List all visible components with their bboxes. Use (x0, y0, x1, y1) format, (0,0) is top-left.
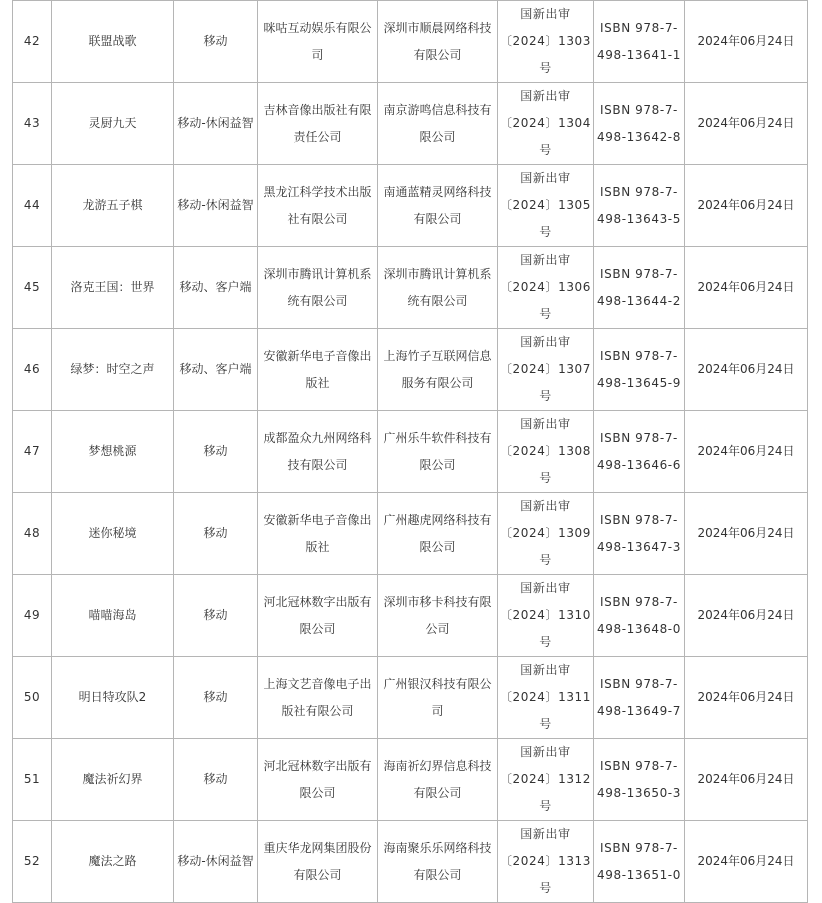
cell-platform-type (174, 575, 258, 657)
isbn-line: ISBN 978-7- (600, 184, 678, 199)
platform-type: 移动、客户端 (179, 280, 252, 294)
cell-approval-number (498, 575, 594, 657)
platform-type: 移动 (203, 526, 228, 540)
operator-line: 深圳市顺晨网络科技 (383, 20, 492, 35)
serial-number: 48 (23, 526, 41, 540)
publisher-line: 安徽新华电子音像出 (263, 348, 372, 363)
cell-publisher (258, 411, 378, 493)
serial-number: 51 (23, 772, 41, 786)
game-name: 梦想桃源 (88, 444, 137, 458)
cell-serial-number (13, 83, 52, 165)
cell-operator (378, 575, 498, 657)
isbn-line: 498-13649-7 (597, 703, 681, 718)
approval-date: 2024年06月24日 (697, 772, 795, 786)
approval-line: 号 (539, 881, 552, 895)
cell-publisher (258, 83, 378, 165)
approval-line: 〔2024〕1311 (499, 690, 592, 704)
approval-date: 2024年06月24日 (697, 198, 795, 212)
publisher-line: 吉林音像出版社有限 (263, 102, 372, 117)
cell-game-name (52, 739, 174, 821)
publisher-line: 成都盈众九州网络科 (263, 430, 372, 445)
publisher-line: 技有限公司 (287, 457, 348, 472)
isbn-line: 498-13648-0 (597, 621, 681, 636)
cell-isbn (594, 83, 685, 165)
publisher-line: 咪咕互动娱乐有限公 (263, 20, 372, 35)
serial-number: 47 (23, 444, 41, 458)
platform-type: 移动-休闲益智 (177, 854, 254, 868)
approval-date: 2024年06月24日 (697, 116, 795, 130)
operator-line: 广州趣虎网络科技有 (383, 512, 492, 527)
cell-operator (378, 821, 498, 903)
cell-approval-date (685, 411, 808, 493)
cell-serial-number (13, 821, 52, 903)
cell-platform-type (174, 739, 258, 821)
operator-line: 有限公司 (413, 211, 462, 226)
approval-date: 2024年06月24日 (697, 280, 795, 294)
isbn-line: 498-13646-6 (597, 457, 681, 472)
publisher-line: 司 (311, 47, 324, 62)
table-row (13, 575, 808, 657)
cell-operator (378, 247, 498, 329)
approval-line: 号 (539, 471, 552, 485)
game-name: 绿梦：时空之声 (70, 362, 155, 376)
isbn-line: 498-13642-8 (597, 129, 681, 144)
approval-line: 国新出审 (520, 745, 571, 759)
cell-game-name (52, 329, 174, 411)
cell-game-name (52, 1, 174, 83)
serial-number: 43 (23, 116, 41, 130)
game-name: 龙游五子棋 (82, 198, 143, 212)
publisher-line: 统有限公司 (287, 293, 348, 308)
cell-serial-number (13, 411, 52, 493)
serial-number: 49 (23, 608, 41, 622)
game-name: 灵厨九天 (88, 116, 137, 130)
approval-line: 号 (539, 143, 552, 157)
publisher-line: 安徽新华电子音像出 (263, 512, 372, 527)
operator-line: 有限公司 (413, 47, 462, 62)
platform-type: 移动、客户端 (179, 362, 252, 376)
table-row (13, 821, 808, 903)
cell-approval-date (685, 575, 808, 657)
operator-line: 广州银汉科技有限公 (383, 676, 492, 691)
isbn-line: 498-13650-3 (597, 785, 681, 800)
publisher-line: 深圳市腾讯计算机系 (263, 266, 372, 281)
approval-line: 〔2024〕1304 (499, 116, 592, 130)
cell-approval-number (498, 493, 594, 575)
game-name: 魔法祈幻界 (82, 772, 143, 786)
cell-operator (378, 657, 498, 739)
publisher-line: 河北冠林数字出版有 (263, 594, 372, 609)
approval-date: 2024年06月24日 (697, 690, 795, 704)
game-name: 迷你秘境 (88, 526, 137, 540)
operator-line: 服务有限公司 (401, 375, 474, 390)
publisher-line: 版社 (305, 539, 330, 554)
publisher-line: 版社有限公司 (281, 703, 354, 718)
approval-line: 号 (539, 61, 552, 75)
publisher-line: 上海文艺音像电子出 (263, 676, 372, 691)
approval-line: 〔2024〕1312 (499, 772, 592, 786)
serial-number: 46 (23, 362, 41, 376)
platform-type: 移动 (203, 34, 228, 48)
isbn-line: ISBN 978-7- (600, 676, 678, 691)
cell-serial-number (13, 1, 52, 83)
approval-line: 号 (539, 553, 552, 567)
cell-publisher (258, 247, 378, 329)
approval-line: 国新出审 (520, 89, 571, 103)
publisher-line: 限公司 (299, 785, 336, 800)
cell-approval-number (498, 165, 594, 247)
platform-type: 移动 (203, 608, 228, 622)
table-body (13, 1, 808, 903)
cell-approval-date (685, 247, 808, 329)
cell-platform-type (174, 1, 258, 83)
cell-isbn (594, 1, 685, 83)
operator-line: 广州乐牛软件科技有 (383, 430, 492, 445)
cell-platform-type (174, 821, 258, 903)
approval-line: 〔2024〕1309 (499, 526, 592, 540)
platform-type: 移动-休闲益智 (177, 198, 254, 212)
operator-line: 海南聚乐乐网络科技 (383, 840, 492, 855)
cell-platform-type (174, 411, 258, 493)
cell-publisher (258, 657, 378, 739)
cell-game-name (52, 247, 174, 329)
cell-game-name (52, 575, 174, 657)
cell-serial-number (13, 493, 52, 575)
platform-type: 移动 (203, 444, 228, 458)
cell-approval-number (498, 1, 594, 83)
cell-isbn (594, 739, 685, 821)
cell-approval-number (498, 411, 594, 493)
approval-date: 2024年06月24日 (697, 444, 795, 458)
cell-approval-number (498, 329, 594, 411)
platform-type: 移动 (203, 690, 228, 704)
cell-operator (378, 493, 498, 575)
approval-line: 号 (539, 717, 552, 731)
cell-isbn (594, 493, 685, 575)
approval-date: 2024年06月24日 (697, 608, 795, 622)
approval-line: 〔2024〕1306 (499, 280, 592, 294)
game-name: 明日特攻队2 (78, 690, 147, 704)
cell-publisher (258, 165, 378, 247)
operator-line: 司 (431, 703, 444, 718)
cell-platform-type (174, 247, 258, 329)
operator-line: 有限公司 (413, 785, 462, 800)
table-row (13, 247, 808, 329)
cell-game-name (52, 493, 174, 575)
serial-number: 42 (23, 34, 41, 48)
publisher-line: 河北冠林数字出版有 (263, 758, 372, 773)
operator-line: 南通蓝精灵网络科技 (383, 184, 492, 199)
publisher-line: 版社 (305, 375, 330, 390)
cell-platform-type (174, 83, 258, 165)
cell-isbn (594, 575, 685, 657)
game-name: 联盟战歌 (88, 34, 137, 48)
cell-publisher (258, 821, 378, 903)
isbn-line: ISBN 978-7- (600, 840, 678, 855)
serial-number: 52 (23, 854, 41, 868)
publisher-line: 社有限公司 (287, 211, 348, 226)
approval-line: 国新出审 (520, 7, 571, 21)
operator-line: 上海竹子互联网信息 (383, 348, 492, 363)
cell-operator (378, 739, 498, 821)
approval-date: 2024年06月24日 (697, 362, 795, 376)
approval-line: 国新出审 (520, 417, 571, 431)
cell-operator (378, 83, 498, 165)
cell-approval-date (685, 83, 808, 165)
isbn-line: 498-13651-0 (597, 867, 681, 882)
cell-platform-type (174, 329, 258, 411)
cell-approval-date (685, 1, 808, 83)
cell-serial-number (13, 657, 52, 739)
isbn-line: ISBN 978-7- (600, 20, 678, 35)
cell-isbn (594, 821, 685, 903)
cell-publisher (258, 329, 378, 411)
isbn-line: ISBN 978-7- (600, 266, 678, 281)
cell-serial-number (13, 165, 52, 247)
cell-publisher (258, 739, 378, 821)
cell-isbn (594, 411, 685, 493)
platform-type: 移动 (203, 772, 228, 786)
isbn-line: ISBN 978-7- (600, 512, 678, 527)
cell-platform-type (174, 657, 258, 739)
approval-line: 〔2024〕1303 (499, 34, 592, 48)
game-name: 洛克王国：世界 (70, 280, 155, 294)
cell-approval-date (685, 657, 808, 739)
cell-approval-number (498, 821, 594, 903)
operator-line: 限公司 (419, 457, 456, 472)
cell-serial-number (13, 329, 52, 411)
cell-game-name (52, 657, 174, 739)
publisher-line: 限公司 (299, 621, 336, 636)
cell-serial-number (13, 575, 52, 657)
serial-number: 50 (23, 690, 41, 704)
table-row (13, 739, 808, 821)
table-row (13, 329, 808, 411)
serial-number: 45 (23, 280, 41, 294)
game-name: 魔法之路 (88, 854, 137, 868)
isbn-line: ISBN 978-7- (600, 594, 678, 609)
cell-operator (378, 165, 498, 247)
operator-line: 深圳市移卡科技有限 (383, 594, 492, 609)
approval-line: 国新出审 (520, 663, 571, 677)
isbn-line: ISBN 978-7- (600, 430, 678, 445)
approval-line: 〔2024〕1305 (499, 198, 592, 212)
operator-line: 深圳市腾讯计算机系 (383, 266, 492, 281)
cell-platform-type (174, 165, 258, 247)
approval-line: 国新出审 (520, 335, 571, 349)
cell-game-name (52, 411, 174, 493)
game-approval-table (12, 0, 808, 903)
game-name: 喵喵海岛 (88, 608, 137, 622)
cell-approval-number (498, 247, 594, 329)
platform-type: 移动-休闲益智 (177, 116, 254, 130)
cell-approval-date (685, 493, 808, 575)
cell-isbn (594, 657, 685, 739)
cell-approval-number (498, 657, 594, 739)
cell-serial-number (13, 247, 52, 329)
cell-approval-date (685, 739, 808, 821)
publisher-line: 重庆华龙网集团股份 (263, 840, 372, 855)
isbn-line: 498-13644-2 (597, 293, 681, 308)
cell-approval-date (685, 821, 808, 903)
operator-line: 限公司 (419, 539, 456, 554)
cell-isbn (594, 165, 685, 247)
table-row (13, 83, 808, 165)
cell-publisher (258, 1, 378, 83)
isbn-line: 498-13645-9 (597, 375, 681, 390)
approval-line: 国新出审 (520, 827, 571, 841)
publisher-line: 有限公司 (293, 867, 342, 882)
cell-publisher (258, 575, 378, 657)
isbn-line: 498-13643-5 (597, 211, 681, 226)
approval-line: 国新出审 (520, 581, 571, 595)
approval-date: 2024年06月24日 (697, 34, 795, 48)
cell-game-name (52, 83, 174, 165)
isbn-line: ISBN 978-7- (600, 102, 678, 117)
operator-line: 海南祈幻界信息科技 (383, 758, 492, 773)
table-row (13, 493, 808, 575)
publisher-line: 黑龙江科学技术出版 (263, 184, 372, 199)
table-row (13, 165, 808, 247)
operator-line: 有限公司 (413, 867, 462, 882)
table-row (13, 657, 808, 739)
cell-approval-number (498, 83, 594, 165)
approval-line: 〔2024〕1313 (499, 854, 592, 868)
cell-operator (378, 1, 498, 83)
operator-line: 限公司 (419, 129, 456, 144)
cell-isbn (594, 329, 685, 411)
publisher-line: 责任公司 (293, 129, 342, 144)
operator-line: 南京游鸣信息科技有 (383, 102, 492, 117)
approval-date: 2024年06月24日 (697, 526, 795, 540)
approval-line: 号 (539, 389, 552, 403)
cell-isbn (594, 247, 685, 329)
cell-approval-date (685, 329, 808, 411)
approval-line: 〔2024〕1307 (499, 362, 592, 376)
game-approval-table-container (12, 0, 808, 903)
cell-operator (378, 411, 498, 493)
approval-line: 国新出审 (520, 253, 571, 267)
serial-number: 44 (23, 198, 41, 212)
isbn-line: 498-13647-3 (597, 539, 681, 554)
operator-line: 公司 (425, 621, 450, 636)
approval-date: 2024年06月24日 (697, 854, 795, 868)
isbn-line: ISBN 978-7- (600, 348, 678, 363)
isbn-line: ISBN 978-7- (600, 758, 678, 773)
cell-approval-date (685, 165, 808, 247)
isbn-line: 498-13641-1 (597, 47, 681, 62)
cell-serial-number (13, 739, 52, 821)
approval-line: 号 (539, 799, 552, 813)
approval-line: 号 (539, 635, 552, 649)
approval-line: 号 (539, 307, 552, 321)
approval-line: 国新出审 (520, 499, 571, 513)
table-row (13, 411, 808, 493)
approval-line: 〔2024〕1308 (499, 444, 592, 458)
approval-line: 国新出审 (520, 171, 571, 185)
table-row (13, 1, 808, 83)
cell-platform-type (174, 493, 258, 575)
cell-game-name (52, 165, 174, 247)
cell-operator (378, 329, 498, 411)
approval-line: 号 (539, 225, 552, 239)
operator-line: 统有限公司 (407, 293, 468, 308)
cell-publisher (258, 493, 378, 575)
cell-approval-number (498, 739, 594, 821)
approval-line: 〔2024〕1310 (499, 608, 592, 622)
cell-game-name (52, 821, 174, 903)
